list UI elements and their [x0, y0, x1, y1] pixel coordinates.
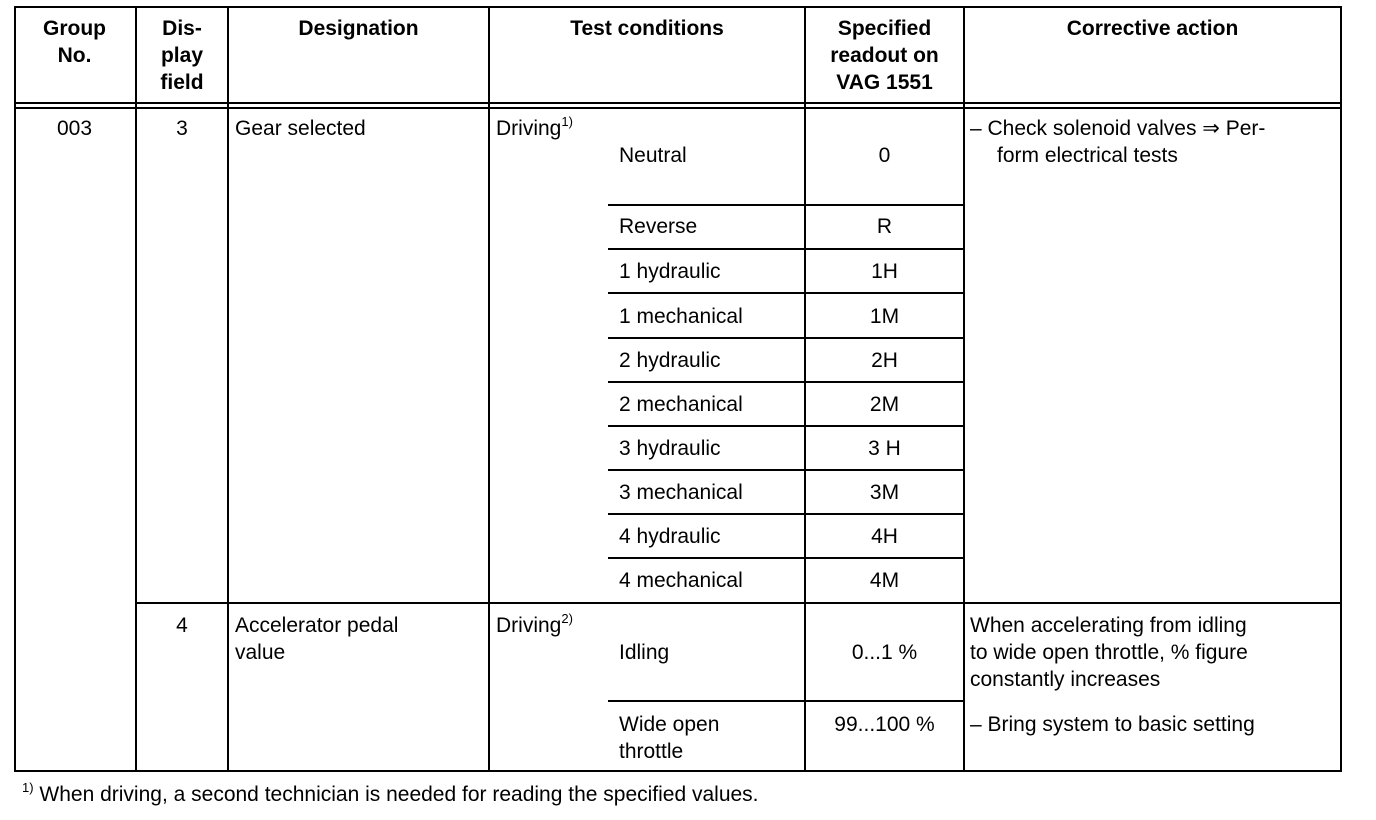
col-border-right — [1340, 6, 1342, 772]
header-bottom-border — [14, 102, 1342, 104]
row-divider — [608, 557, 964, 559]
readout-cell: 2M — [869, 393, 900, 416]
designation-text: Gear selected — [235, 117, 366, 140]
row-divider — [608, 425, 964, 427]
corrective-action-text: When accelerating from idling to wide open throttle, % figure constantly increases — [970, 614, 1248, 691]
header-display-field: Dis- play field — [160, 17, 204, 94]
readout-cell: 1H — [871, 260, 898, 283]
footnote-text: When driving, a second technician is needed for reading the specified values. — [39, 783, 759, 806]
footnote-marker: 1) — [22, 780, 34, 795]
row-divider — [608, 469, 964, 471]
condition-cell: 1 mechanical — [619, 305, 743, 328]
condition-cell: 3 hydraulic — [619, 437, 721, 460]
condition-cell: 2 hydraulic — [619, 349, 721, 372]
condition-cell: Idling — [619, 641, 670, 664]
test-condition-label: Driving$^{2)}$ — [496, 611, 573, 637]
header-test-conditions: Test conditions — [570, 17, 724, 40]
row-divider — [608, 700, 964, 702]
designation-text: Accelerator pedal value — [235, 614, 399, 664]
readout-cell: 99...100 % — [834, 713, 935, 736]
header-bottom-border-double — [14, 107, 1342, 109]
header-specified-readout: Specified readout on VAG 1551 — [830, 17, 939, 94]
table-top-border — [14, 6, 1342, 8]
condition-cell: 2 mechanical — [619, 393, 743, 416]
corrective-action-text: – Bring system to basic setting — [970, 713, 1255, 736]
header-designation: Designation — [298, 17, 419, 40]
row-divider — [608, 513, 964, 515]
col-border — [488, 6, 490, 772]
header-corrective-action: Corrective action — [1066, 17, 1239, 40]
row-divider — [608, 337, 964, 339]
footnote — [22, 781, 759, 808]
display-field-value: 3 — [176, 117, 188, 140]
header-group-no: Group No. — [43, 17, 106, 67]
row-divider — [608, 381, 964, 383]
condition-cell: Reverse — [619, 215, 698, 238]
readout-cell: R — [876, 215, 893, 238]
condition-cell: Neutral — [619, 144, 687, 167]
readout-cell: 2H — [871, 349, 898, 372]
readout-cell: 0...1 % — [851, 641, 918, 664]
col-border — [963, 6, 965, 772]
condition-cell: 4 hydraulic — [619, 525, 721, 548]
readout-cell: 4M — [869, 569, 900, 592]
readout-cell: 3M — [869, 481, 900, 504]
condition-cell: 4 mechanical — [619, 569, 743, 592]
display-field-value: 4 — [176, 614, 188, 637]
condition-cell: 1 hydraulic — [619, 260, 721, 283]
table-bottom-border — [14, 770, 1342, 772]
test-condition-label: Driving$^{1)}$ — [496, 114, 573, 140]
corrective-action-text: – Check solenoid valves ⇒ Per- form electrical tests — [970, 117, 1266, 167]
readout-cell: 0 — [878, 144, 891, 167]
group-number: 003 — [56, 117, 93, 140]
row-divider — [608, 204, 964, 206]
row-divider — [608, 292, 964, 294]
row-divider — [608, 248, 964, 250]
readout-cell: 3 H — [868, 437, 901, 460]
block-divider — [136, 602, 1342, 604]
col-border — [227, 6, 229, 772]
condition-cell: 3 mechanical — [619, 481, 743, 504]
condition-cell: Wide open throttle — [619, 713, 720, 763]
readout-cell: 1M — [869, 305, 900, 328]
readout-cell: 4H — [871, 525, 898, 548]
